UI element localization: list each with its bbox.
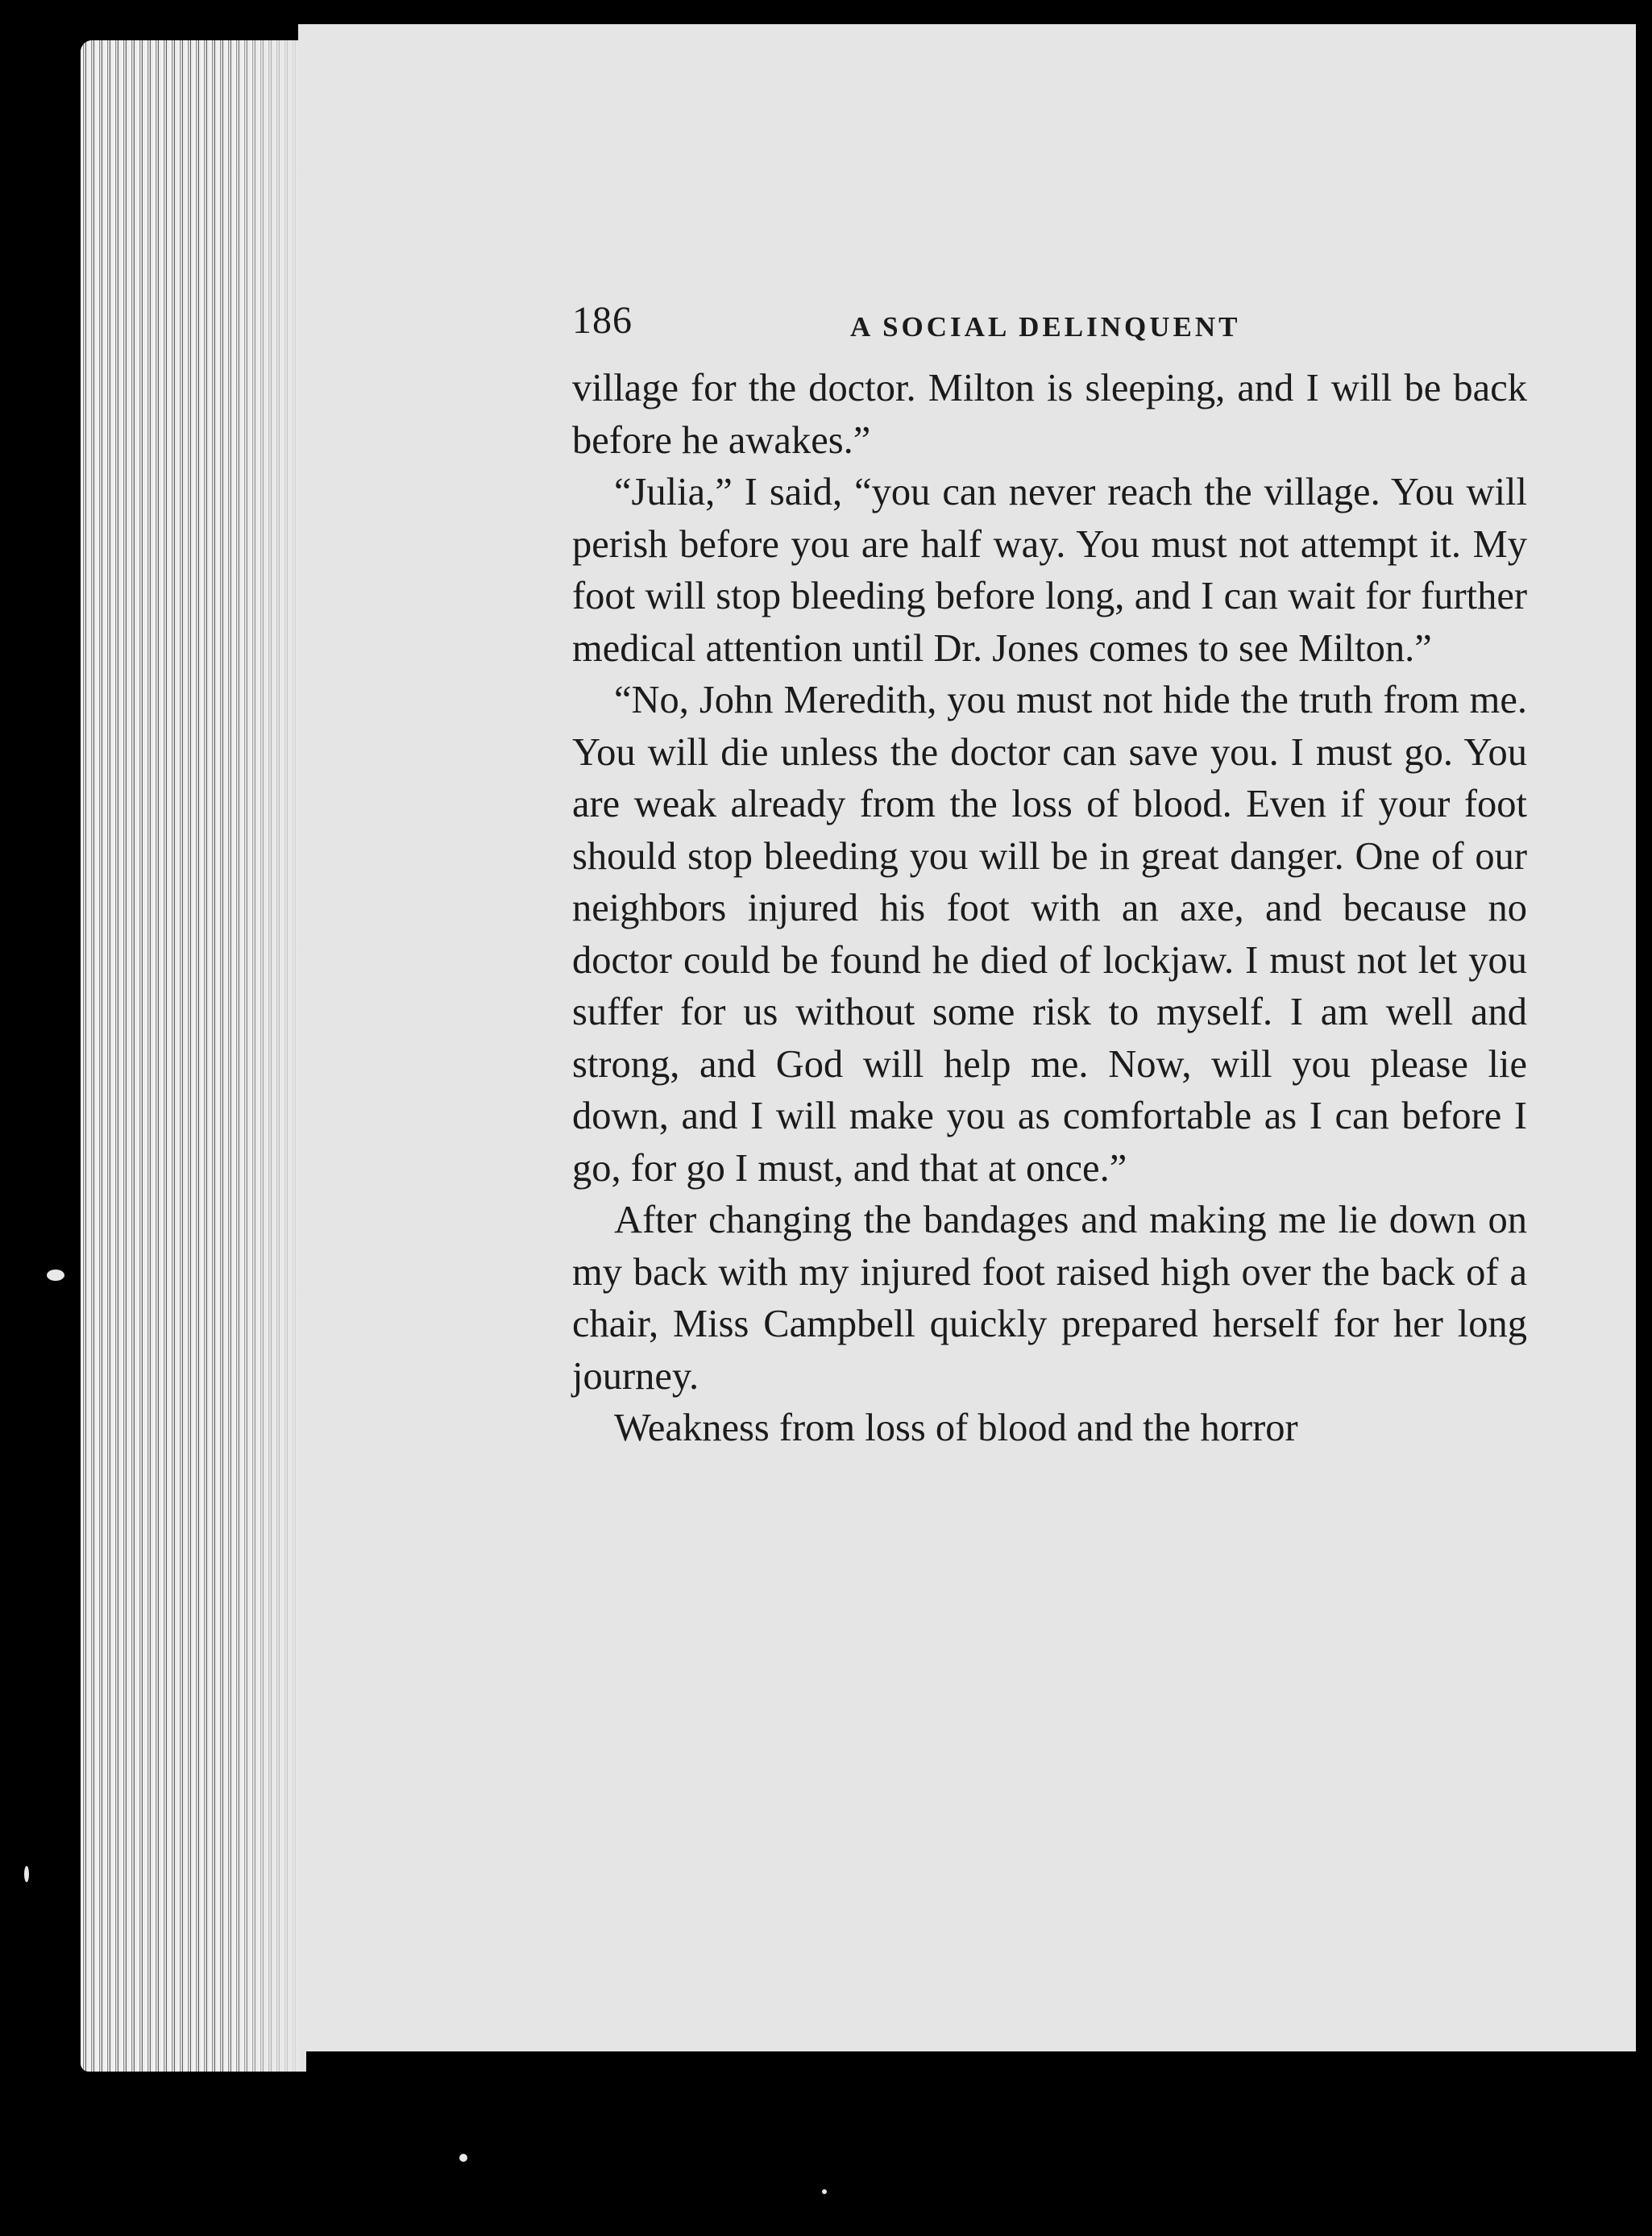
dust-speck	[459, 2154, 467, 2162]
book-page	[298, 24, 1636, 2051]
dust-speck	[24, 1866, 29, 1882]
dust-speck	[47, 1270, 64, 1281]
page-number: 186	[572, 299, 633, 342]
page-content	[572, 298, 1652, 1455]
paragraph: After changing the bandages and making me lie down on my back with my injured foot raised high over the back of a chair, Miss Campbell quickly prepared herself for her long journey.	[572, 1199, 1527, 1398]
paragraph: Weakness from loss of blood and the horror	[614, 1407, 1298, 1449]
paragraph-continuation: village for the doctor. Milton is sleeping, and I will be back before he awakes.”	[572, 367, 1527, 462]
dust-speck	[822, 2189, 827, 2194]
page-header	[572, 298, 1527, 363]
running-head: A SOCIAL DELINQUENT	[850, 311, 1241, 343]
page-gutter-shadow	[226, 40, 306, 2072]
body-text	[572, 363, 1527, 1455]
paragraph: “Julia,” I said, “you can never reach the village. You will perish before you are half way. You must not attempt it. My foot will stop bleeding before long, and I can wait for further medical attention until Dr. Jones comes to see Milton.”	[572, 471, 1527, 670]
paragraph: “No, John Meredith, you must not hide the truth from me. You will die unless the doctor can save you. I must go. You are weak already from the loss of blood. Even if your foot should stop bleeding you will be in great danger. One of our neighbors injured his foot with an axe, and because no doctor could be found he died of lockjaw. I must not let you suffer for us without some risk to myself. I am well and strong, and God will help me. Now, will you please lie down, and I will make you as comfortable as I can before I go, for go I must, and that at once.”	[572, 679, 1527, 1190]
